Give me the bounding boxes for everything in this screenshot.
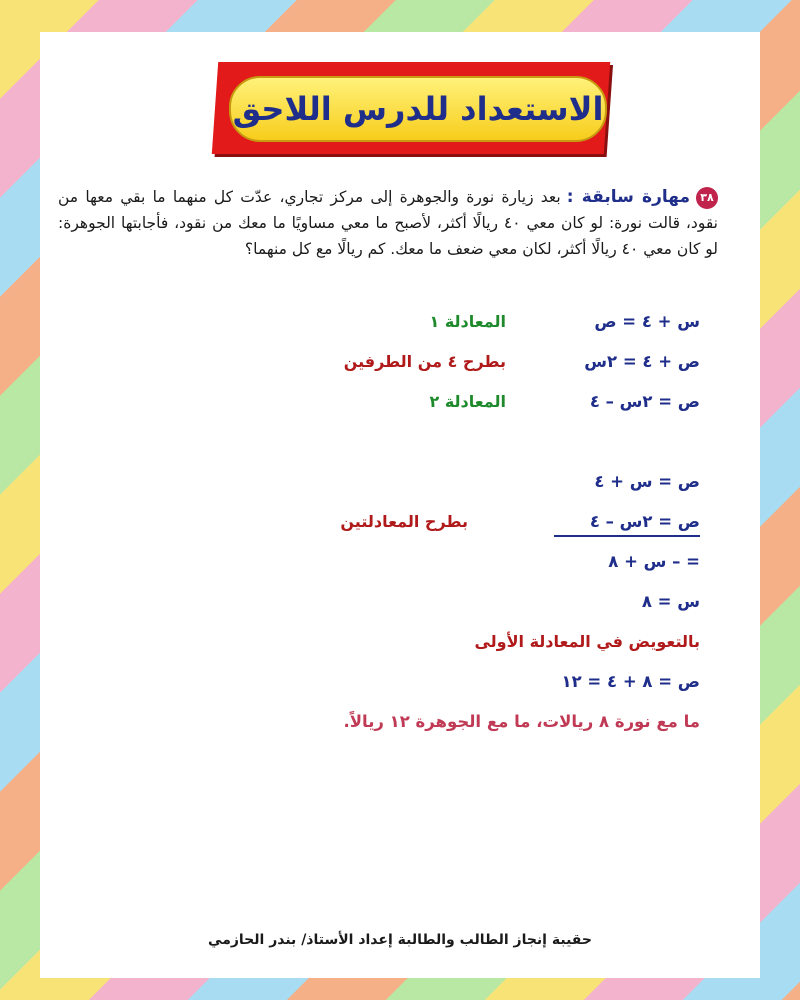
question-number: ٣٨	[696, 187, 718, 209]
substitution-label: بالتعويض في المعادلة الأولى	[474, 632, 700, 651]
banner-pill	[229, 76, 607, 142]
step-2: ص = ٢س – ٤	[554, 512, 700, 537]
equation-3: ص = ٢س – ٤	[589, 392, 700, 411]
worksheet-page	[40, 32, 760, 978]
step-4: س = ٨	[641, 592, 700, 611]
final-answer: ما مع نورة ٨ ريالات، ما مع الجوهرة ١٢ ريالاً.	[343, 712, 700, 731]
equation-1-label: المعادلة ١	[429, 312, 506, 331]
skill-label: مهارة سابقة :	[566, 187, 690, 207]
problem-statement	[58, 184, 718, 262]
footer-credit: حقيبة إنجاز الطالب والطالبة إعداد الأستاذ/ بندر الحازمي	[208, 932, 592, 948]
banner-title: الاستعداد للدرس اللاحق	[232, 90, 604, 128]
step-2-note: بطرح المعادلتين	[340, 512, 468, 531]
equation-1: س + ٤ = ص	[594, 312, 700, 331]
problem-text: بعد زيارة نورة والجوهرة إلى مركز تجاري، عدّت كل منهما ما بقي معها من نقود، قالت نورة: لو كان معي ٤٠ ريالًا أكثر، لأصبح ما معي مساويًا ما معك من نقود، فأجابتها الجوهرة: لو كان معي ٤٠ ريالًا أكثر، لكان معي ضعف ما معك. كم ريالًا مع كل منهما؟	[58, 188, 718, 258]
equation-2: ص + ٤ = ٢س	[584, 352, 700, 371]
step-5: ص = ٨ + ٤ = ١٢	[561, 672, 700, 691]
step-1: ص = س + ٤	[594, 472, 700, 491]
equation-2-note: بطرح ٤ من الطرفين	[343, 352, 506, 371]
step-2-wrapper	[554, 512, 700, 537]
equation-3-label: المعادلة ٢	[429, 392, 506, 411]
lesson-banner	[215, 62, 615, 162]
step-3: = – س + ٨	[608, 552, 700, 571]
